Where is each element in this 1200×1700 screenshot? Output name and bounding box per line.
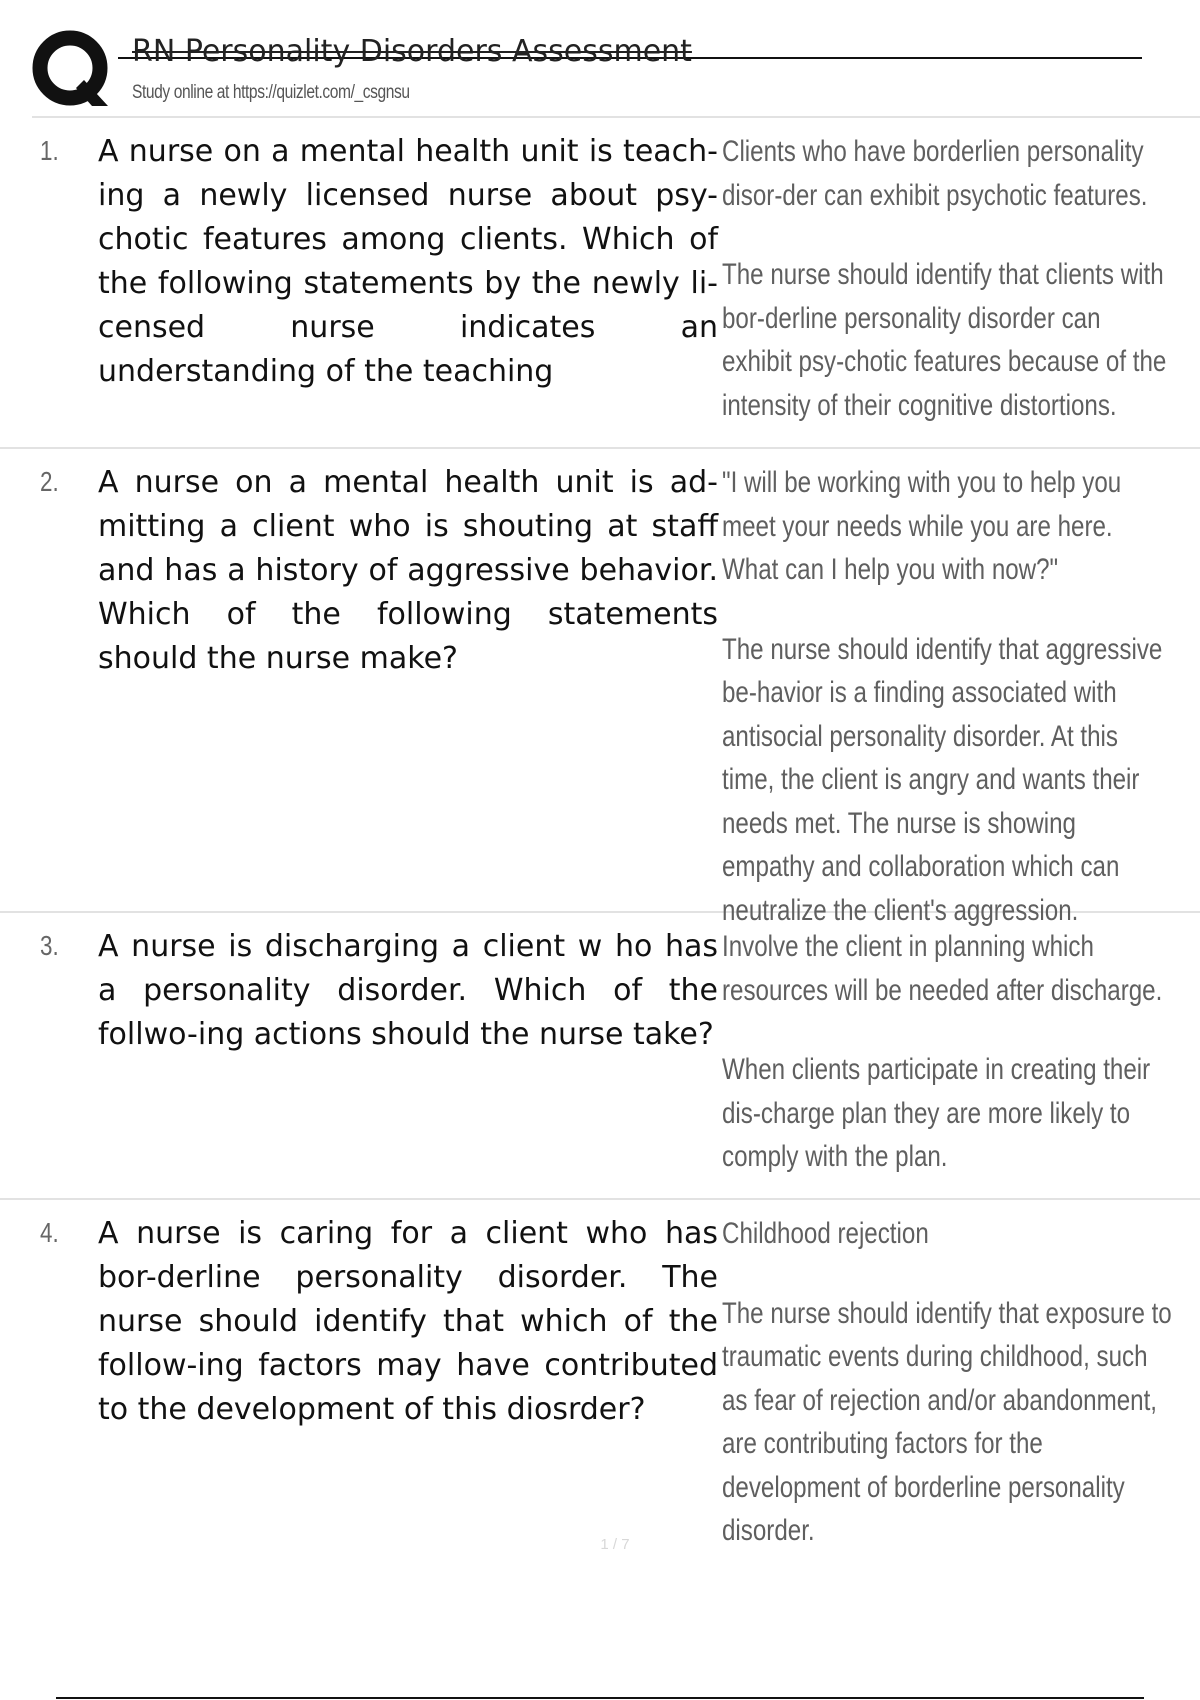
card-explanation: When clients participate in creating their dis-charge plan they are more likely to comply with the plan.	[722, 1053, 1151, 1173]
card-explanation: The nurse should identify that exposure to traumatic events during childhood, such as fear of rejection and/or abandonment, are contributing factors for the development of borderline personality disorder.	[722, 1296, 1172, 1547]
card-answer: Involve the client in planning which resources will be needed after discharge.	[722, 930, 1163, 1007]
card-number: 1.	[40, 135, 59, 166]
footer-rule	[56, 1697, 1144, 1699]
quizlet-q-logo-icon	[32, 30, 114, 112]
card-term: A nurse on a mental health unit is ad-mitting a client who is shouting at staff and has a history of aggressive behavior. Which of the following statements should the nurse make?	[98, 465, 718, 676]
card-definition	[722, 130, 1173, 427]
page-header	[0, 0, 1200, 118]
flashcard	[0, 449, 1200, 927]
page-number: 1 / 7	[600, 1536, 630, 1553]
card-number: 3.	[40, 930, 59, 961]
card-answer: Childhood rejection	[722, 1217, 929, 1250]
card-definition	[722, 1212, 1173, 1553]
card-answer: "I will be working with you to help you meet your needs while you are here. What can I help you with now?"	[722, 466, 1122, 586]
card-term: A nurse on a mental health unit is teach-ing a newly licensed nurse about psy-chotic features among clients. Which of the following statements by the newly li-censed nurse indicates an understanding of the teaching	[98, 134, 718, 389]
card-definition	[722, 925, 1173, 1179]
flashcard	[0, 118, 1200, 449]
card-number: 2.	[40, 466, 59, 497]
card-explanation: The nurse should identify that clients with bor-derline personality disorder can exhibit psy-chotic features because of the intensity of their cognitive distortions.	[722, 258, 1167, 422]
card-definition	[722, 461, 1173, 932]
card-answer: Clients who have borderlien personality disor-der can exhibit psychotic features.	[722, 135, 1148, 212]
page-title: RN Personality Disorders Assessment	[132, 34, 692, 69]
flashcard	[0, 913, 1200, 1200]
card-term: A nurse is caring for a client who has bor-derline personality disorder. The nurse should identify that which of the follow-ing factors may have contributed to the development of this diosrder?	[98, 1216, 718, 1427]
card-term: A nurse is discharging a client w ho has a personality disorder. Which of the follwo-ing actions should the nurse take?	[98, 929, 718, 1052]
card-explanation: The nurse should identify that aggressive be-havior is a finding associated with antisocial personality disorder. At this time, the client is angry and wants their needs met. The nurse is showing empathy and collaboration which can neutralize the client's aggression.	[722, 632, 1163, 927]
study-online-link[interactable]: Study online at https://quizlet.com/_csgnsu	[132, 82, 410, 103]
card-number: 4.	[40, 1217, 59, 1248]
